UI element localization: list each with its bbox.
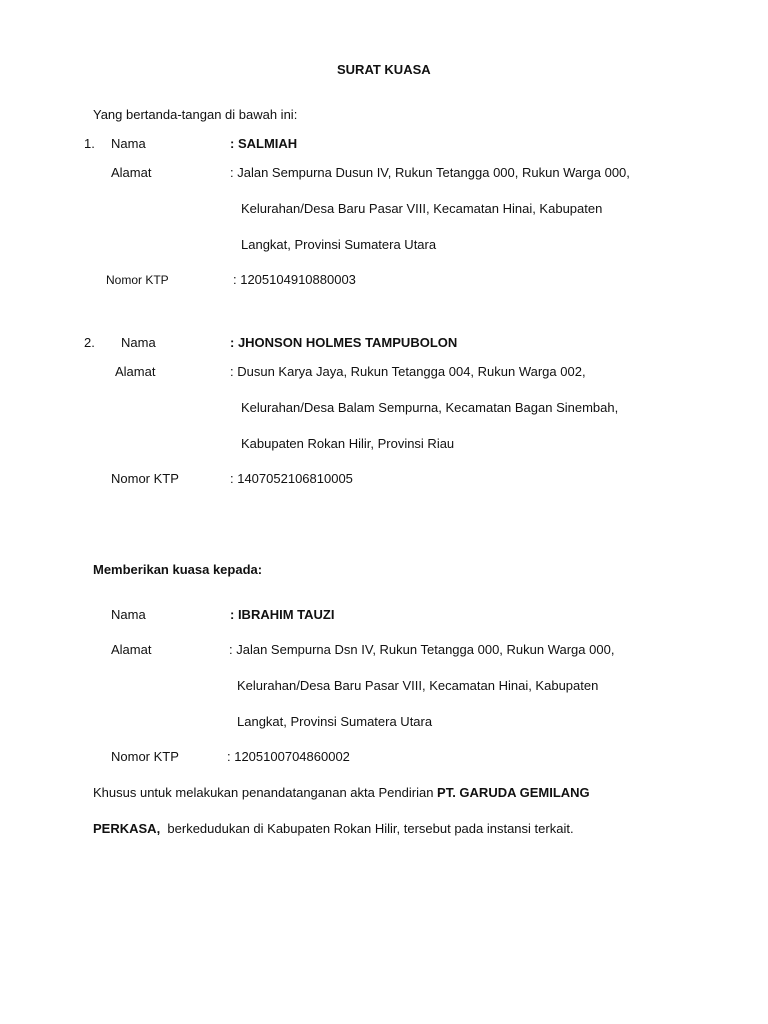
intro-text: Yang bertanda-tangan di bawah ini: <box>93 107 298 122</box>
purpose-line1-text: Khusus untuk melakukan penandatanganan akta Pendirian <box>93 785 438 800</box>
attorney-ktp-value: : 1205100704860002 <box>227 749 350 764</box>
attorney-ktp-label: Nomor KTP <box>111 749 179 764</box>
purpose-line1 <box>93 785 590 801</box>
attorney-alamat-line3: Langkat, Provinsi Sumatera Utara <box>237 714 433 729</box>
attorney-nama-value: : IBRAHIM TAUZI <box>230 607 335 622</box>
person2-nama-value: : JHONSON HOLMES TAMPUBOLON <box>230 335 458 350</box>
purpose-line2 <box>93 821 574 837</box>
attorney-alamat-label: Alamat <box>111 642 152 657</box>
person1-ktp-value: : 1205104910880003 <box>233 272 356 287</box>
person2-alamat-line3: Kabupaten Rokan Hilir, Provinsi Riau <box>241 436 455 451</box>
company-name-part1: PT. GARUDA GEMILANG <box>437 785 590 800</box>
person1-number: 1. <box>84 136 95 151</box>
attorney-nama-label: Nama <box>111 607 146 622</box>
person1-alamat-label: Alamat <box>111 165 152 180</box>
person1-alamat-line3: Langkat, Provinsi Sumatera Utara <box>241 237 437 252</box>
person2-alamat-label: Alamat <box>115 364 156 379</box>
person1-nama-value: : SALMIAH <box>230 136 298 151</box>
person2-number: 2. <box>84 335 95 350</box>
attorney-alamat-line2: Kelurahan/Desa Baru Pasar VIII, Kecamatan Hinai, Kabupaten <box>237 678 599 693</box>
person2-alamat-line2: Kelurahan/Desa Balam Sempurna, Kecamatan Bagan Sinembah, <box>241 400 619 415</box>
person1-ktp-label: Nomor KTP <box>106 273 169 287</box>
person1-nama-label: Nama <box>111 136 146 151</box>
person1-alamat-line1: : Jalan Sempurna Dusun IV, Rukun Tetangga 000, Rukun Warga 000, <box>230 165 630 180</box>
attorney-alamat-line1: : Jalan Sempurna Dsn IV, Rukun Tetangga 000, Rukun Warga 000, <box>229 642 615 657</box>
person2-nama-label: Nama <box>121 335 156 350</box>
grant-heading: Memberikan kuasa kepada: <box>93 562 263 577</box>
purpose-line2-text: berkedudukan di Kabupaten Rokan Hilir, tersebut pada instansi terkait. <box>160 821 574 836</box>
company-name-part2: PERKASA, <box>93 821 161 836</box>
document-title: SURAT KUASA <box>337 62 431 77</box>
person1-alamat-line2: Kelurahan/Desa Baru Pasar VIII, Kecamatan Hinai, Kabupaten <box>241 201 603 216</box>
person2-ktp-value: : 1407052106810005 <box>230 471 353 486</box>
person2-alamat-line1: : Dusun Karya Jaya, Rukun Tetangga 004, Rukun Warga 002, <box>230 364 586 379</box>
person2-ktp-label: Nomor KTP <box>111 471 179 486</box>
